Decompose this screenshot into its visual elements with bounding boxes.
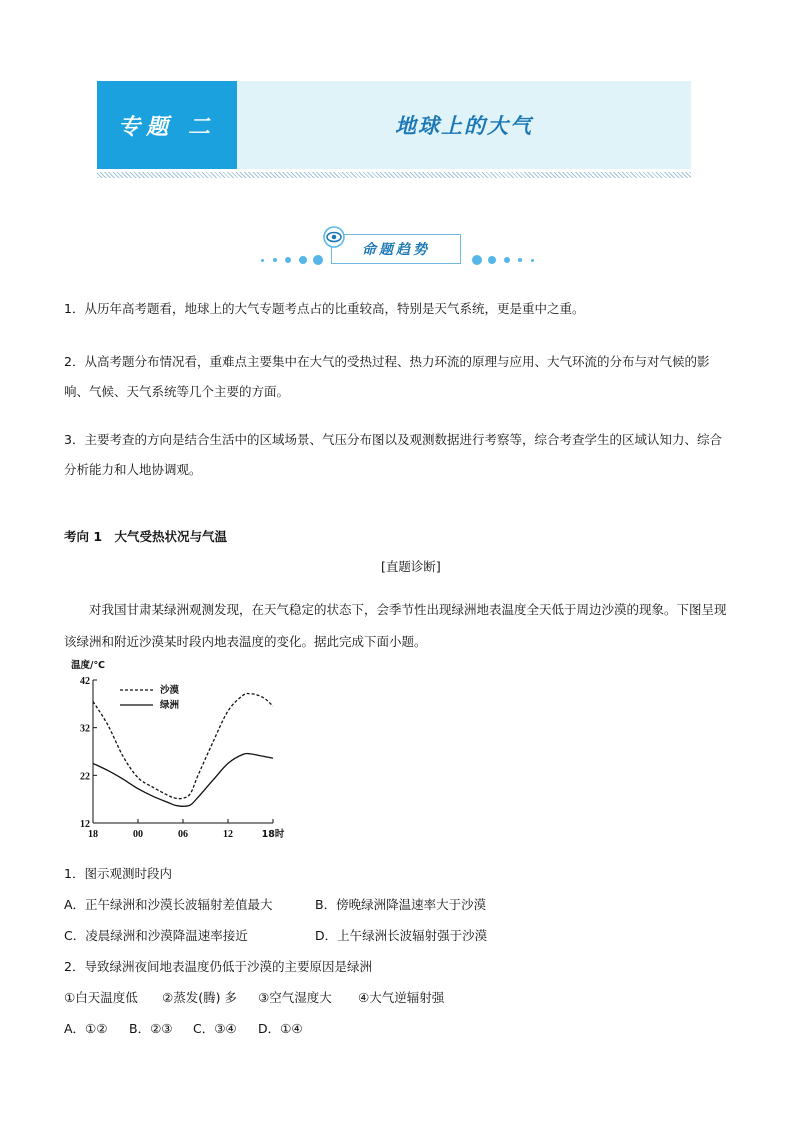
decor-dot bbox=[313, 255, 323, 265]
temperature-chart bbox=[68, 656, 308, 846]
desert-series-line bbox=[93, 693, 273, 798]
x-tick-label: 12 bbox=[223, 829, 233, 840]
decor-dot bbox=[261, 259, 264, 262]
question-1-option-c: C．凌晨绿洲和沙漠降温速率接近 bbox=[64, 928, 248, 943]
question-2-option-b: B．②③ bbox=[129, 1021, 173, 1036]
y-tick-label: 22 bbox=[80, 771, 90, 783]
topic-heading: 考向 1 大气受热状况与气温 bbox=[64, 529, 228, 544]
question-2-option-a: A．①② bbox=[64, 1021, 108, 1036]
question-1-stem: 1．图示观测时段内 bbox=[64, 866, 172, 881]
question-1-option-d: D．上午绿洲长波辐射强于沙漠 bbox=[315, 928, 488, 943]
intro-paragraph: 对我国甘肃某绿洲观测发现，在天气稳定的状态下，会季节性出现绿洲地表温度全天低于周边沙漠的现象。下图呈现该绿洲和附近沙漠某时段内地表温度的变化。据此完成下面小题。 bbox=[64, 602, 727, 649]
banner-divider bbox=[97, 172, 691, 178]
question-2-option-d: D．①④ bbox=[258, 1021, 303, 1036]
question-2-stem: 2．导致绿洲夜间地表温度仍低于沙漠的主要原因是绿洲 bbox=[64, 959, 372, 974]
question-1-option-a: A．正午绿洲和沙漠长波辐射差值最大 bbox=[64, 897, 273, 912]
y-tick-label: 42 bbox=[80, 676, 90, 687]
decor-dot bbox=[531, 259, 534, 262]
x-tick-label: 06 bbox=[178, 829, 188, 840]
question-2-item-1: ①白天温度低 bbox=[64, 990, 138, 1005]
decor-dot bbox=[488, 256, 496, 264]
y-tick-label: 32 bbox=[80, 723, 90, 735]
question-2-item-3: ③空气湿度大 bbox=[258, 990, 332, 1005]
decor-dot bbox=[472, 255, 482, 265]
question-2-item-4: ④大气逆辐射强 bbox=[358, 990, 445, 1005]
section-badge-label: 命题趋势 bbox=[331, 234, 461, 264]
question-2-item-2: ②蒸发(腾) 多 bbox=[162, 990, 237, 1005]
legend-desert-label: 沙漠 bbox=[160, 685, 180, 696]
trend-item: 1．从历年高考题看，地球上的大气专题考点占的比重较高，特别是天气系统，更是重中之重。 bbox=[64, 301, 585, 316]
decor-dot bbox=[285, 257, 291, 263]
y-axis-label: 温度/℃ bbox=[71, 660, 105, 671]
trend-item: 3．主要考查的方向是结合生活中的区域场景、气压分布图以及观测数据进行考察等，综合考查学生的区域认知力、综合分析能力和人地协调观。 bbox=[64, 432, 722, 477]
question-1-option-b: B．傍晚绿洲降温速率大于沙漠 bbox=[315, 897, 487, 912]
x-tick-label: 18 bbox=[88, 829, 98, 840]
legend-oasis-label: 绿洲 bbox=[160, 700, 180, 711]
section-badge bbox=[255, 222, 540, 272]
decor-dot bbox=[504, 257, 510, 263]
eye-icon bbox=[323, 226, 345, 248]
topic-subheading: [直题诊断] bbox=[381, 559, 441, 574]
oasis-series-line bbox=[93, 753, 273, 806]
x-tick-label: 18时 bbox=[261, 829, 285, 840]
trend-item: 2．从高考题分布情况看，重难点主要集中在大气的受热过程、热力环流的原理与应用、大气环流的分布与对气候的影响、气候、天气系统等几个主要的方面。 bbox=[64, 354, 710, 399]
decor-dot bbox=[299, 256, 307, 264]
chapter-tag: 专题 二 bbox=[97, 81, 237, 169]
x-tick-label: 00 bbox=[133, 829, 143, 840]
decor-dot bbox=[518, 258, 522, 262]
y-tick-label: 12 bbox=[80, 819, 90, 830]
chapter-title: 地球上的大气 bbox=[395, 114, 533, 138]
decor-dot bbox=[273, 258, 277, 262]
question-2-option-c: C．③④ bbox=[193, 1021, 237, 1036]
chapter-banner bbox=[97, 81, 691, 169]
